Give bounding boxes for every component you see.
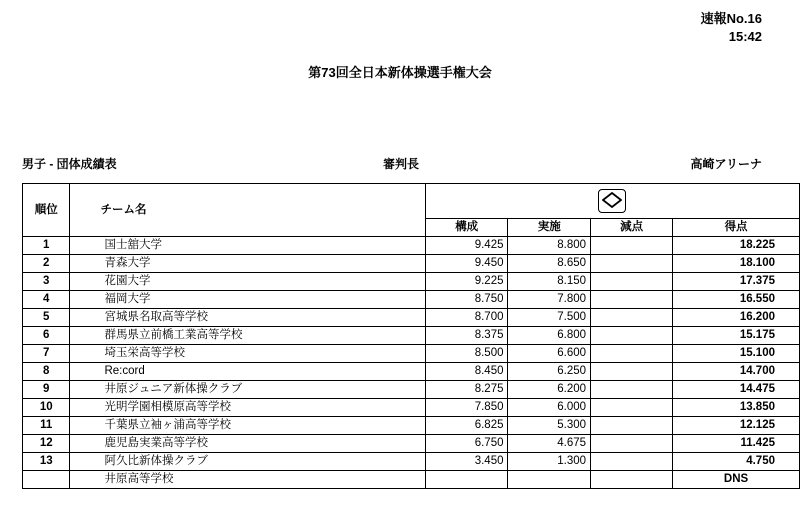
rank-cell (23, 471, 70, 489)
deduction-cell (591, 291, 673, 309)
score-cell: 18.225 (673, 237, 800, 255)
deduction-cell (591, 237, 673, 255)
score-cell: 13.850 (673, 399, 800, 417)
table-row (23, 255, 800, 273)
composition-cell: 6.750 (425, 435, 508, 453)
score-cell: 16.550 (673, 291, 800, 309)
execution-cell: 7.500 (508, 309, 591, 327)
composition-cell: 8.750 (425, 291, 508, 309)
team-name: 花園大学 (104, 275, 151, 287)
team-cell (70, 399, 425, 417)
rank-header: 順位 (23, 184, 70, 237)
rank-cell: 6 (23, 327, 70, 345)
team-cell (70, 309, 425, 327)
rank-cell: 3 (23, 273, 70, 291)
composition-cell: 6.825 (425, 417, 508, 435)
venue-label: 高崎アリーナ (690, 157, 762, 171)
page-title: 第73回全日本新体操選手権大会 (308, 65, 492, 80)
execution-cell: 6.250 (508, 363, 591, 381)
deduction-cell (591, 453, 673, 471)
deduction-cell (591, 435, 673, 453)
table-row (23, 363, 800, 381)
composition-cell: 8.450 (425, 363, 508, 381)
bulletin-number: 速報No.16 (700, 11, 762, 26)
rank-cell: 2 (23, 255, 70, 273)
rank-cell: 8 (23, 363, 70, 381)
table-row (23, 237, 800, 255)
official-label: 審判長 (383, 157, 420, 171)
execution-cell: 1.300 (508, 453, 591, 471)
table-row (23, 381, 800, 399)
team-name: 千葉県立袖ヶ浦高等学校 (104, 419, 231, 431)
team-cell (70, 363, 425, 381)
rank-cell: 1 (23, 237, 70, 255)
team-cell (70, 471, 425, 489)
score-cell: 11.425 (673, 435, 800, 453)
team-name: 福岡大学 (104, 293, 151, 305)
table-row (23, 435, 800, 453)
composition-cell: 9.425 (425, 237, 508, 255)
composition-cell (425, 471, 508, 489)
team-name: 井原ジュニア新体操クラブ (104, 383, 243, 395)
composition-cell: 3.450 (425, 453, 508, 471)
execution-cell: 6.800 (508, 327, 591, 345)
diamond-in-box-icon (598, 189, 626, 213)
deduction-cell (591, 381, 673, 399)
table-row (23, 345, 800, 363)
execution-cell: 5.300 (508, 417, 591, 435)
deduction-cell (591, 273, 673, 291)
score-cell: 15.175 (673, 327, 800, 345)
deduction-cell (591, 345, 673, 363)
deduction-cell (591, 309, 673, 327)
table-row (23, 327, 800, 345)
team-name: 群馬県立前橋工業高等学校 (104, 329, 243, 341)
table-row (23, 399, 800, 417)
team-name: 鹿児島実業高等学校 (104, 437, 208, 449)
team-cell (70, 273, 425, 291)
score-cell: DNS (673, 471, 800, 489)
execution-cell: 6.600 (508, 345, 591, 363)
composition-cell: 8.700 (425, 309, 508, 327)
rank-cell: 9 (23, 381, 70, 399)
table-row (23, 291, 800, 309)
score-cell: 14.475 (673, 381, 800, 399)
table-row (23, 417, 800, 435)
execution-cell (508, 471, 591, 489)
score-cell: 15.100 (673, 345, 800, 363)
execution-header: 実施 (508, 219, 591, 237)
composition-cell: 9.450 (425, 255, 508, 273)
score-header: 得点 (673, 219, 800, 237)
deduction-cell (591, 327, 673, 345)
execution-cell: 8.800 (508, 237, 591, 255)
rank-cell: 5 (23, 309, 70, 327)
results-body (23, 237, 800, 489)
score-cell: 18.100 (673, 255, 800, 273)
team-name: 井原高等学校 (104, 473, 174, 485)
team-cell (70, 435, 425, 453)
score-cell: 16.200 (673, 309, 800, 327)
table-row (23, 471, 800, 489)
bulletin-time: 15:42 (728, 29, 762, 44)
deduction-header: 減点 (591, 219, 673, 237)
table-row (23, 453, 800, 471)
rank-cell: 12 (23, 435, 70, 453)
team-name: 宮城県名取高等学校 (104, 311, 208, 323)
rank-cell: 4 (23, 291, 70, 309)
team-cell (70, 381, 425, 399)
team-cell (70, 453, 425, 471)
team-cell (70, 327, 425, 345)
results-table (22, 183, 800, 489)
team-cell (70, 291, 425, 309)
deduction-cell (591, 399, 673, 417)
category-label: 男子 - 団体成績表 (22, 157, 117, 171)
composition-cell: 7.850 (425, 399, 508, 417)
deduction-cell (591, 417, 673, 435)
execution-cell: 8.150 (508, 273, 591, 291)
apparatus-header (425, 184, 799, 219)
table-row (23, 273, 800, 291)
composition-cell: 8.500 (425, 345, 508, 363)
deduction-cell (591, 471, 673, 489)
team-name: 光明学園相模原高等学校 (104, 401, 231, 413)
composition-cell: 9.225 (425, 273, 508, 291)
deduction-cell (591, 363, 673, 381)
table-row (23, 309, 800, 327)
rank-cell: 10 (23, 399, 70, 417)
execution-cell: 4.675 (508, 435, 591, 453)
team-cell (70, 345, 425, 363)
score-cell: 12.125 (673, 417, 800, 435)
composition-header: 構成 (425, 219, 508, 237)
team-name: Re:cord (104, 365, 145, 377)
team-name: 阿久比新体操クラブ (104, 455, 208, 467)
rank-cell: 13 (23, 453, 70, 471)
execution-cell: 6.200 (508, 381, 591, 399)
team-header: チーム名 (70, 184, 425, 237)
score-cell: 4.750 (673, 453, 800, 471)
score-cell: 17.375 (673, 273, 800, 291)
deduction-cell (591, 255, 673, 273)
execution-cell: 8.650 (508, 255, 591, 273)
team-cell (70, 237, 425, 255)
rank-cell: 11 (23, 417, 70, 435)
team-cell (70, 417, 425, 435)
rank-cell: 7 (23, 345, 70, 363)
score-cell: 14.700 (673, 363, 800, 381)
execution-cell: 6.000 (508, 399, 591, 417)
bulletin-block (701, 10, 762, 46)
execution-cell: 7.800 (508, 291, 591, 309)
team-name: 青森大学 (104, 257, 151, 269)
composition-cell: 8.375 (425, 327, 508, 345)
team-name: 国士舘大学 (104, 239, 162, 251)
team-cell (70, 255, 425, 273)
composition-cell: 8.275 (425, 381, 508, 399)
team-name: 埼玉栄高等学校 (104, 347, 185, 359)
header-row (23, 184, 800, 219)
